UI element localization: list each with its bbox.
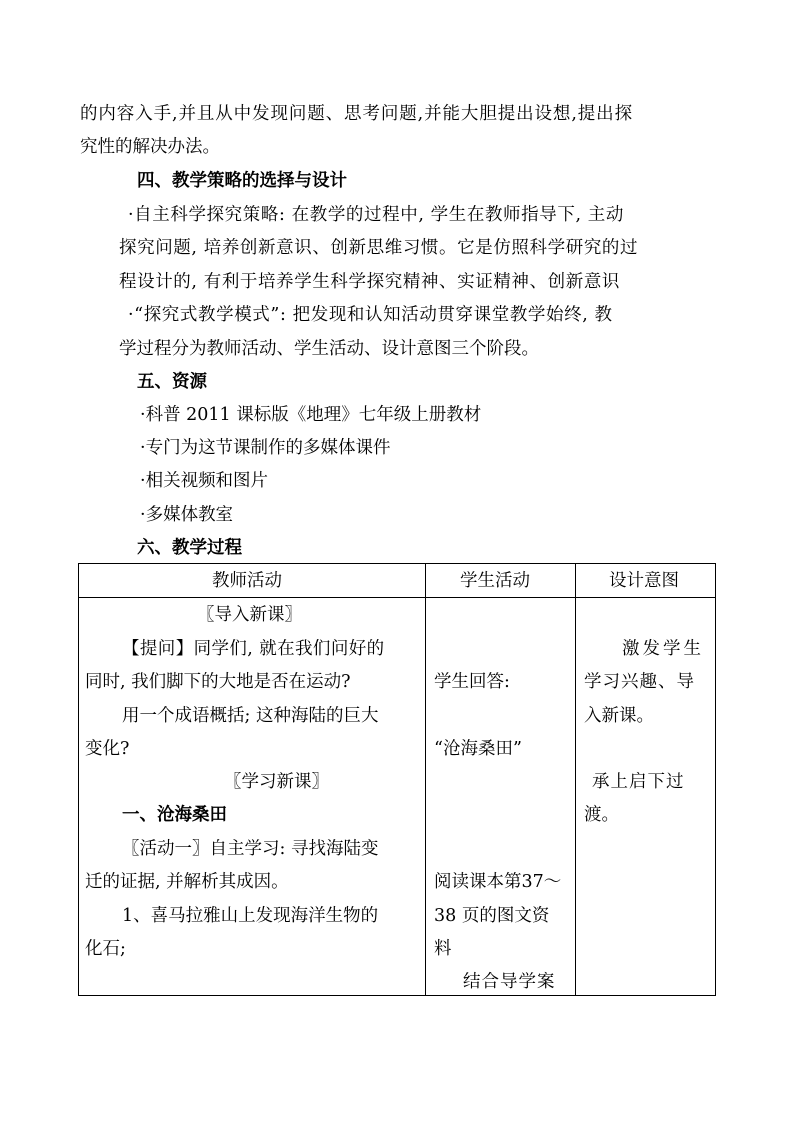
design-line-1: 激发学生 — [622, 639, 704, 659]
activity-one-line-2: 迁的证据, 并解析其成因。 — [85, 872, 289, 892]
column-divider — [575, 564, 576, 995]
student-read-line-3: 料 — [434, 939, 452, 959]
header-design-intent: 设计意图 — [609, 571, 679, 591]
resource-item: ·多媒体教室 — [140, 505, 234, 525]
question-line-1: 【提问】同学们, 就在我们问好的 — [122, 639, 385, 659]
section-5-heading: 五、资源 — [137, 372, 207, 392]
strategy-bullet-1-line-1: ·自主科学探究策略: 在教学的过程中, 学生在教师指导下, 主动 — [128, 205, 624, 225]
design-line-3: 入新课。 — [584, 706, 654, 726]
section-6-heading: 六、教学过程 — [137, 538, 242, 558]
idiom-question-line-1: 用一个成语概括; 这种海陆的巨大 — [122, 706, 379, 726]
strategy-bullet-1-line-2: 探究问题, 培养创新意识、创新思维习惯。它是仿照科学研究的过 — [119, 238, 639, 258]
resource-item: ·专门为这节课制作的多媒体课件 — [140, 438, 391, 458]
student-combine: 结合导学案 — [463, 972, 556, 992]
header-student-activity: 学生活动 — [460, 571, 530, 591]
question-line-2: 同时, 我们脚下的大地是否在运动? — [85, 672, 351, 692]
header-teacher-activity: 教师活动 — [212, 571, 282, 591]
activity-one-line-1: 〖活动一〗自主学习: 寻找海陆变 — [122, 839, 379, 859]
resource-item: ·科普 2011 课标版《地理》七年级上册教材 — [140, 405, 482, 425]
student-read-line-2: 38 页的图文资 — [434, 906, 550, 926]
strategy-bullet-2-line-2: 学过程分为教师活动、学生活动、设计意图三个阶段。 — [119, 339, 539, 359]
column-divider — [425, 564, 426, 995]
student-idiom: “沧海桑田” — [434, 739, 522, 759]
evidence-item-1-line-2: 化石; — [85, 939, 126, 959]
teaching-process-table — [78, 563, 716, 996]
learn-new-lesson-title: 〖学习新课〗 — [224, 772, 329, 792]
evidence-item-1-line-1: 1、喜马拉雅山上发现海洋生物的 — [122, 906, 379, 926]
strategy-bullet-2-line-1: ·“探究式教学模式”: 把发现和认知活动贯穿课堂教学始终, 教 — [128, 305, 613, 325]
section-4-heading: 四、教学策略的选择与设计 — [137, 171, 347, 191]
resource-item: ·相关视频和图片 — [140, 471, 269, 491]
idiom-question-line-2: 变化? — [85, 739, 130, 759]
header-divider — [79, 597, 715, 598]
intro-line-2: 究性的解决办法。 — [80, 137, 220, 157]
student-answer: 学生回答: — [434, 672, 510, 692]
topic-subtitle: 一、沧海桑田 — [122, 805, 227, 825]
design-line-4: 承上启下过 — [592, 772, 685, 792]
design-line-2: 学习兴趣、导 — [584, 672, 695, 692]
import-new-lesson-title: 〖导入新课〗 — [197, 605, 302, 625]
intro-line-1: 的内容入手,并且从中发现问题、思考问题,并能大胆提出设想,提出探 — [80, 104, 633, 124]
student-read-line-1: 阅读课本第37～ — [434, 872, 562, 892]
design-line-5: 渡。 — [584, 805, 619, 825]
strategy-bullet-1-line-3: 程设计的, 有利于培养学生科学探究精神、实证精神、创新意识 — [119, 272, 621, 292]
